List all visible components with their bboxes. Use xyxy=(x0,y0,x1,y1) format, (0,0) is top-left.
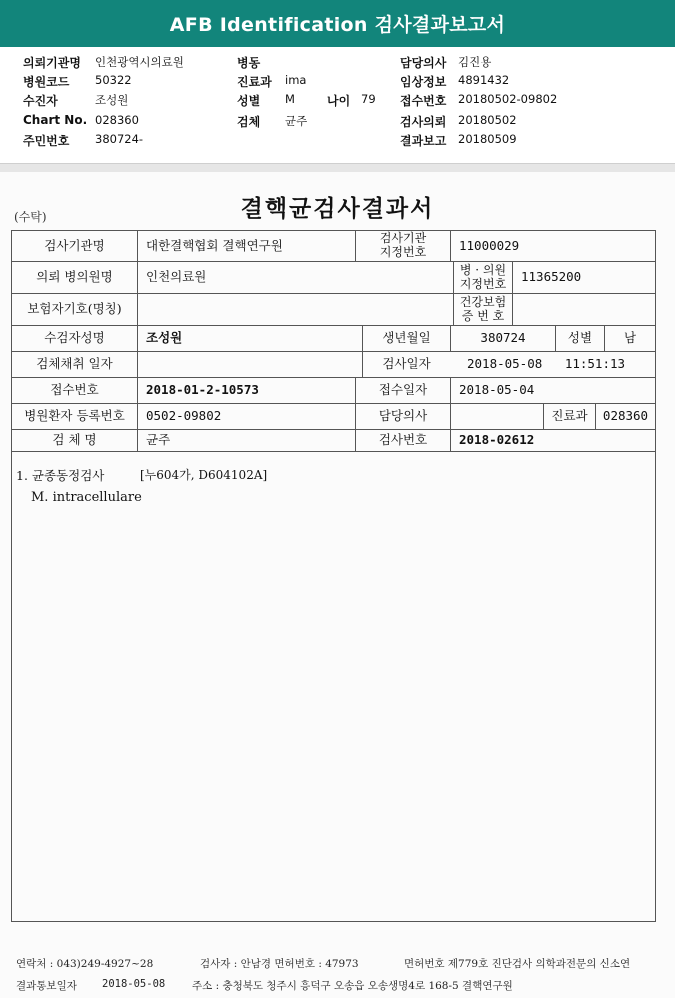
insurer-label: 보험자기호(명칭) xyxy=(27,301,122,317)
clinical-label: 임상정보 xyxy=(400,75,447,89)
result-item-code: [누604가, D604102A] xyxy=(140,468,268,482)
report-title: AFB Identification 검사결과보고서 xyxy=(169,14,506,36)
lab-name-label: 검사기관명 xyxy=(44,237,105,253)
footer-notice-label: 결과통보일자 xyxy=(16,980,77,992)
request-value: 20180502 xyxy=(458,113,517,127)
receipt-label: 접수번호 xyxy=(400,94,447,108)
collection-date-value xyxy=(138,352,362,377)
test-number-value: 2018-02612 xyxy=(459,432,535,448)
specimen-value: 균주 xyxy=(146,432,171,448)
dept-label: 진료과 xyxy=(237,75,272,89)
specimen-label: 검체 xyxy=(237,115,261,129)
footer-license: 면허번호 제779호 진단검사 의학과전문의 신소연 xyxy=(404,958,631,970)
age-value: 79 xyxy=(361,92,376,106)
hospital-number-label: 병 · 의원 지정번호 xyxy=(459,262,507,291)
code-label: 병원코드 xyxy=(23,75,70,89)
patient-info-panel xyxy=(0,47,675,163)
sex-label: 성별 xyxy=(567,330,593,346)
dept-value: ima xyxy=(285,73,307,87)
footer-contact: 연락처 : 043)249-4927~28 xyxy=(16,958,154,970)
chart-label: Chart No. xyxy=(23,113,88,127)
info-row-1 xyxy=(0,54,675,72)
specimen-label: 검 체 명 xyxy=(52,432,97,448)
doctor-value: 김진용 xyxy=(458,55,492,69)
report-value: 20180509 xyxy=(458,132,517,146)
sex-value: 남 xyxy=(623,330,637,346)
info-row-2 xyxy=(0,73,675,91)
attending-doctor-value xyxy=(451,404,551,429)
health-insurance-value xyxy=(513,294,655,325)
health-insurance-label: 건강보험 증 번 호 xyxy=(459,294,507,323)
patient-label: 수진자 xyxy=(23,94,58,108)
rrn-value: 380724- xyxy=(95,132,144,146)
result-item-name: 1. 균종동정검사 xyxy=(16,468,105,483)
age-label: 나이 xyxy=(327,94,351,108)
result-value: M. intracellulare xyxy=(31,490,142,505)
receipt-date-value: 2018-05-04 xyxy=(459,382,535,398)
info-row-5 xyxy=(0,132,675,150)
birth-date-label: 생년월일 xyxy=(382,330,431,346)
footer-tester: 검사자 : 안남경 면허번호 : 47973 xyxy=(200,958,359,970)
registration-number-value: 0502-09802 xyxy=(146,408,222,424)
info-row-4 xyxy=(0,113,675,131)
sex-value: M xyxy=(285,92,295,106)
department-value: 028360 xyxy=(602,408,649,424)
code-value: 50322 xyxy=(95,73,132,87)
footer-notice-date: 2018-05-08 xyxy=(102,978,166,990)
hospital-label: 의뢰기관명 xyxy=(23,56,81,70)
scanned-result-document xyxy=(0,172,675,998)
footer-address: 주소 : 충청북도 청주시 흥덕구 오송읍 오송생명4로 168-5 결핵연구원 xyxy=(192,980,513,992)
request-label: 검사의뢰 xyxy=(400,115,447,129)
examinee-name-value: 조성원 xyxy=(146,330,183,346)
ward-label: 병동 xyxy=(237,56,261,70)
test-date-label: 검사일자 xyxy=(382,356,431,372)
registration-number-label: 병원환자 등록번호 xyxy=(24,408,125,424)
requesting-hospital-value: 인천의료원 xyxy=(146,269,207,285)
receipt-number-label: 접수번호 xyxy=(50,382,99,398)
receipt-value: 20180502-09802 xyxy=(458,92,558,106)
receipt-number-value: 2018-01-2-10573 xyxy=(146,382,259,398)
insurer-value xyxy=(138,294,453,325)
rrn-label: 주민번호 xyxy=(23,134,70,148)
result-box xyxy=(11,452,656,922)
consignment-mark: (수탁) xyxy=(14,210,47,224)
department-label: 진료과 xyxy=(551,408,588,424)
test-date-value: 2018-05-08 11:51:13 xyxy=(467,356,626,372)
info-row-3 xyxy=(0,92,675,110)
report-title-banner xyxy=(0,0,675,47)
chart-value: 028360 xyxy=(95,113,139,127)
examinee-name-label: 수검자성명 xyxy=(44,330,105,346)
collection-date-label: 검체채취 일자 xyxy=(36,356,113,372)
birth-date-value: 380724 xyxy=(480,330,526,346)
result-item xyxy=(16,466,268,484)
lab-name-value: 대한결핵협회 결핵연구원 xyxy=(146,237,283,253)
test-number-label: 검사번호 xyxy=(378,432,428,448)
lab-number-value: 11000029 xyxy=(459,237,520,253)
hospital-value: 인천광역시의료원 xyxy=(95,55,184,69)
hospital-number-value: 11365200 xyxy=(521,269,582,285)
document-title: 결핵균검사결과서 xyxy=(240,195,435,222)
result-header-table xyxy=(11,230,656,452)
doctor-label: 담당의사 xyxy=(400,56,447,70)
lab-number-label: 검사기관 지정번호 xyxy=(379,231,427,259)
report-label: 결과보고 xyxy=(400,134,447,148)
attending-doctor-label: 담당의사 xyxy=(378,408,428,424)
requesting-hospital-label: 의뢰 병의원명 xyxy=(36,269,113,285)
clinical-value: 4891432 xyxy=(458,73,510,87)
patient-value: 조성원 xyxy=(95,93,129,107)
receipt-date-label: 접수일자 xyxy=(378,382,428,398)
specimen-value: 균주 xyxy=(285,114,308,128)
sex-label: 성별 xyxy=(237,94,261,108)
